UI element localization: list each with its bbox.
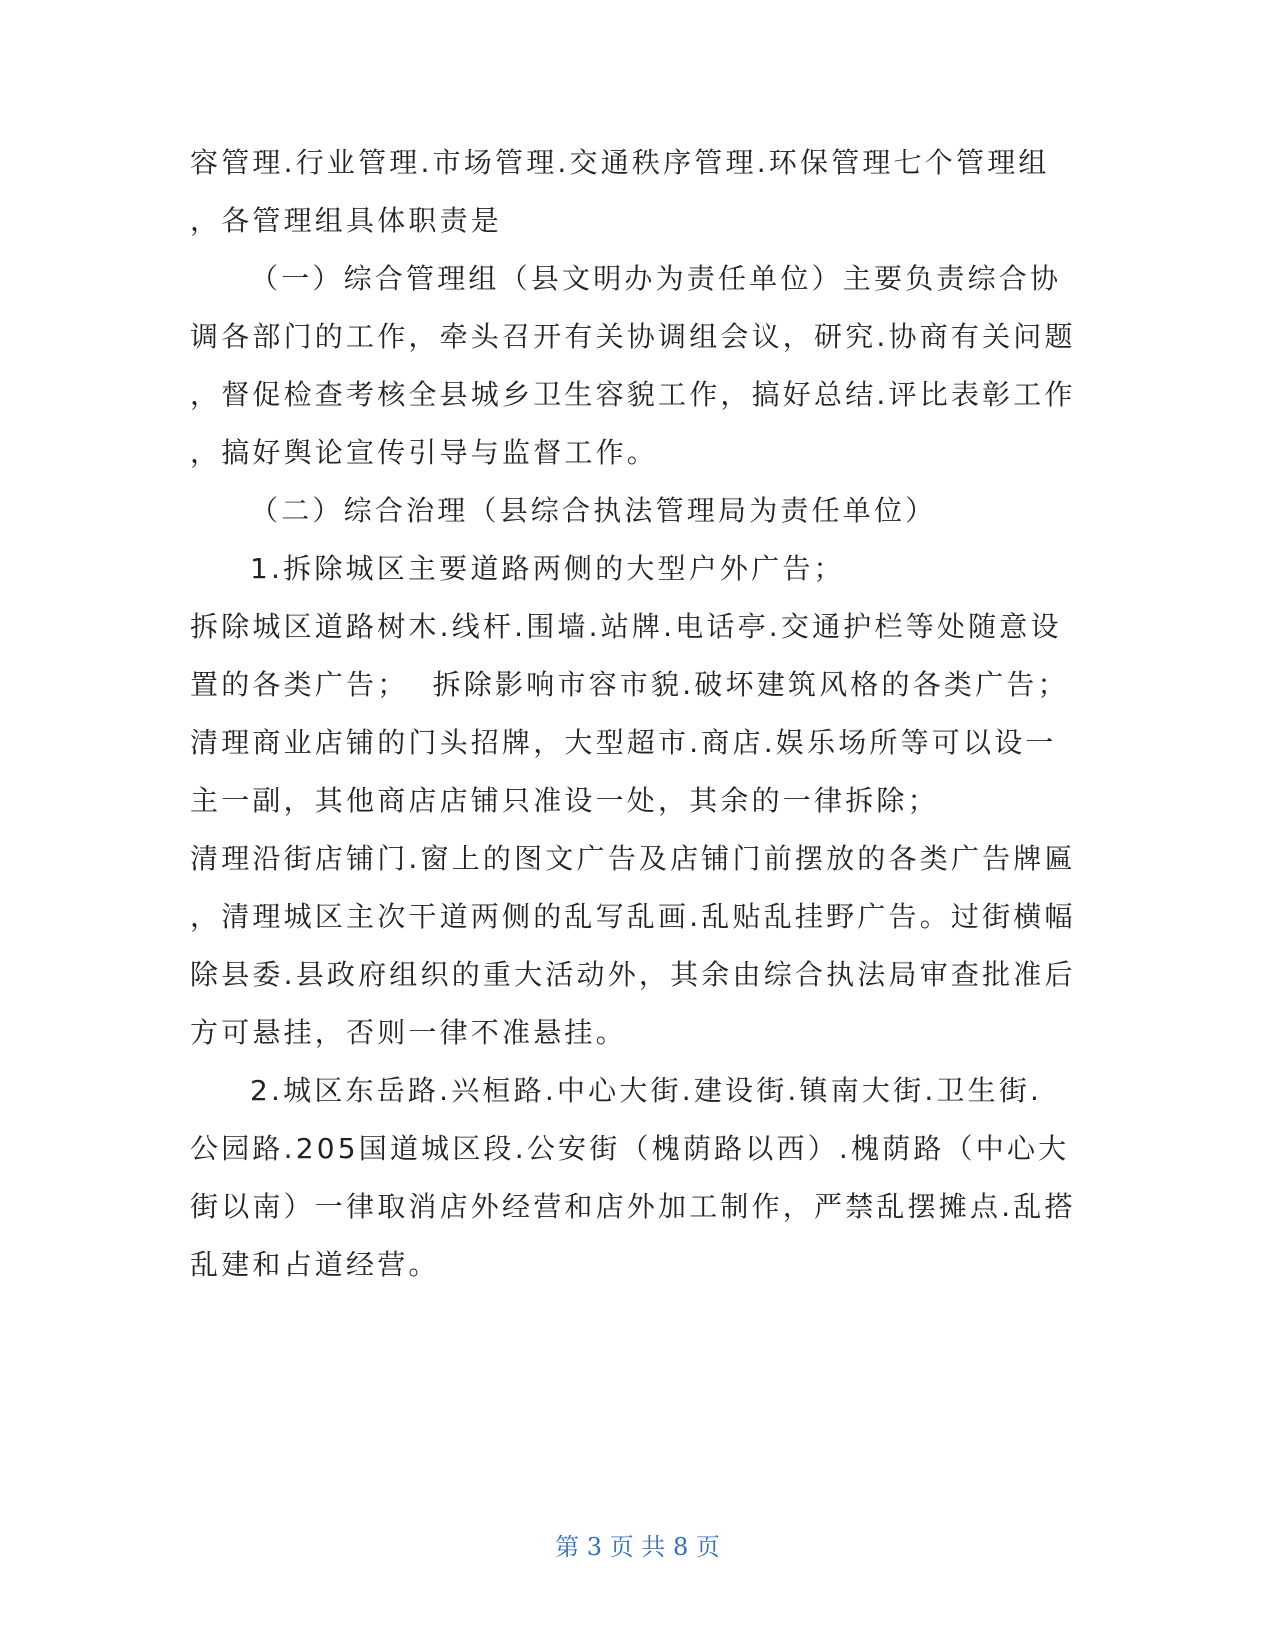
body-line-4: 调各部门的工作，牵头召开有关协调组会议，研究.协商有关问题 [190,320,1076,353]
body-line-6: ，搞好舆论宣传引导与监督工作。 [190,436,659,469]
body-line-12: 主一副，其他商店店铺只准设一处，其余的一律拆除； [190,784,939,817]
body-line-11: 清理商业店铺的门头招牌，大型超市.商店.娱乐场所等可以设一 [190,726,1057,759]
body-line-9: 拆除城区道路树木.线杆.围墙.站牌.电话亭.交通护栏等处随意设 [190,610,1062,643]
body-line-18: 公园路.205国道城区段.公安街（槐荫路以西）.槐荫路（中心大 [190,1132,1070,1165]
body-line-13: 清理沿街店铺门.窗上的图文广告及店铺门前摆放的各类广告牌匾 [190,842,1076,875]
page-number-footer: 第 3 页 共 8 页 [555,1533,720,1561]
body-line-20: 乱建和占道经营。 [190,1248,440,1281]
body-line-1: 容管理.行业管理.市场管理.交通秩序管理.环保管理七个管理组 [190,146,1050,179]
body-line-16: 方可悬挂，否则一律不准悬挂。 [190,1016,627,1049]
item-2-heading: 2.城区东岳路.兴桓路.中心大街.建设街.镇南大街.卫生街. [250,1074,1043,1107]
body-line-14: ，清理城区主次干道两侧的乱写乱画.乱贴乱挂野广告。过街横幅 [190,900,1076,933]
item-1-heading: 1.拆除城区主要道路两侧的大型户外广告； [250,552,845,585]
section-heading-2: （二）综合治理（县综合执法管理局为责任单位） [250,494,937,527]
body-line-2: ，各管理组具体职责是 [190,204,503,237]
body-line-19: 街以南）一律取消店外经营和店外加工制作，严禁乱摆摊点.乱搭 [190,1190,1076,1223]
body-line-15: 除县委.县政府组织的重大活动外，其余由综合执法局审查批准后 [190,958,1076,991]
body-line-10: 置的各类广告； 拆除影响市容市貌.破坏建筑风格的各类广告； [190,668,1069,701]
body-line-5: ，督促检查考核全县城乡卫生容貌工作，搞好总结.评比表彰工作 [190,378,1076,411]
section-heading-1: （一）综合管理组（县文明办为责任单位）主要负责综合协 [250,262,1062,295]
